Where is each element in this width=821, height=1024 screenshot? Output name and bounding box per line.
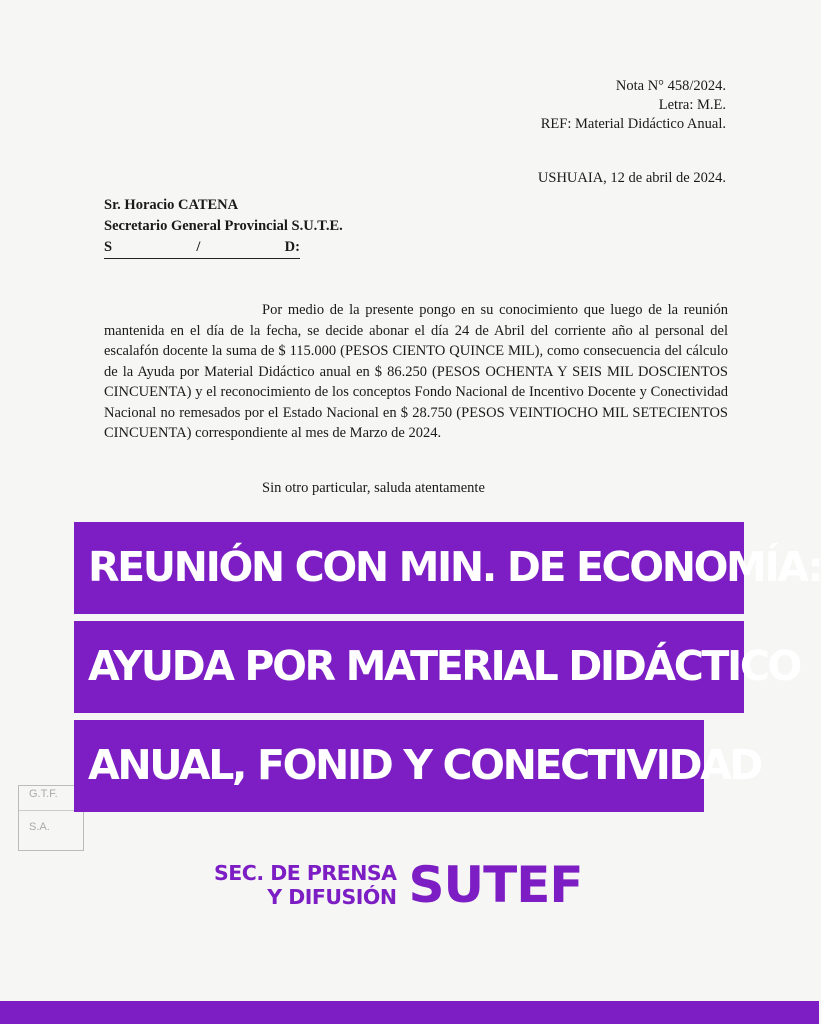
headline-banner-1: REUNIÓN CON MIN. DE ECONOMÍA: [74,522,744,614]
nota-number: Nota N° 458/2024. [615,78,726,94]
headline-banner-3: ANUAL, FONID Y CONECTIVIDAD [74,720,704,812]
letra: Letra: M.E. [658,97,726,113]
closing-line: Sin otro particular, saluda atentamente [262,480,485,496]
recipient-name: Sr. Horacio CATENA [104,197,239,213]
sd-slash: / [196,239,201,255]
bottom-accent-bar [0,1001,819,1024]
sd-d: D: [284,239,300,255]
recipient-title: Secretario General Provincial S.U.T.E. [104,218,343,234]
body-paragraph: Por medio de la presente pongo en su conocimiento que luego de la reunión mantenida en el día de la fecha, se decide abonar el día 24 de Abril del corriente año al personal del escalafón docente la suma de $ 115.000 (PESOS CIENTO QUINCE MIL), como consecuencia del cálculo de la Ayuda por Material Didáctico anual en $ 86.250 (PESOS OCHENTA Y SEIS MIL DOSCIENTOS CINCUENTA) y el reconocimiento de los conceptos Fondo Nacional de Incentivo Docente y Conectividad Nacional no remesados por el Estado Nacional en $ 28.750 (PESOS VEINTIOCHO MIL SETECIENTOS CINCUENTA) correspondiente al mes de Marzo de 2024. [104,302,728,441]
salutation-sd [104,237,300,259]
press-department [214,861,397,909]
press-line-2: Y DIFUSIÓN [267,885,397,909]
city-date: USHUAIA, 12 de abril de 2024. [537,170,726,186]
letter-reference-block [541,77,726,134]
footer-branding [214,858,583,912]
letter-body [104,300,728,444]
headline-banner-2: AYUDA POR MATERIAL DIDÁCTICO [74,621,744,713]
press-line-1: SEC. DE PRENSA [214,861,397,885]
stamp-bottom-text: S.A. [29,821,50,833]
stamp-top-text: G.T.F. [29,788,58,800]
recipient-block [104,195,343,259]
sd-s: S [104,239,113,255]
ref-line: REF: Material Didáctico Anual. [540,116,726,132]
sutef-logo: SUTEF [408,856,583,914]
